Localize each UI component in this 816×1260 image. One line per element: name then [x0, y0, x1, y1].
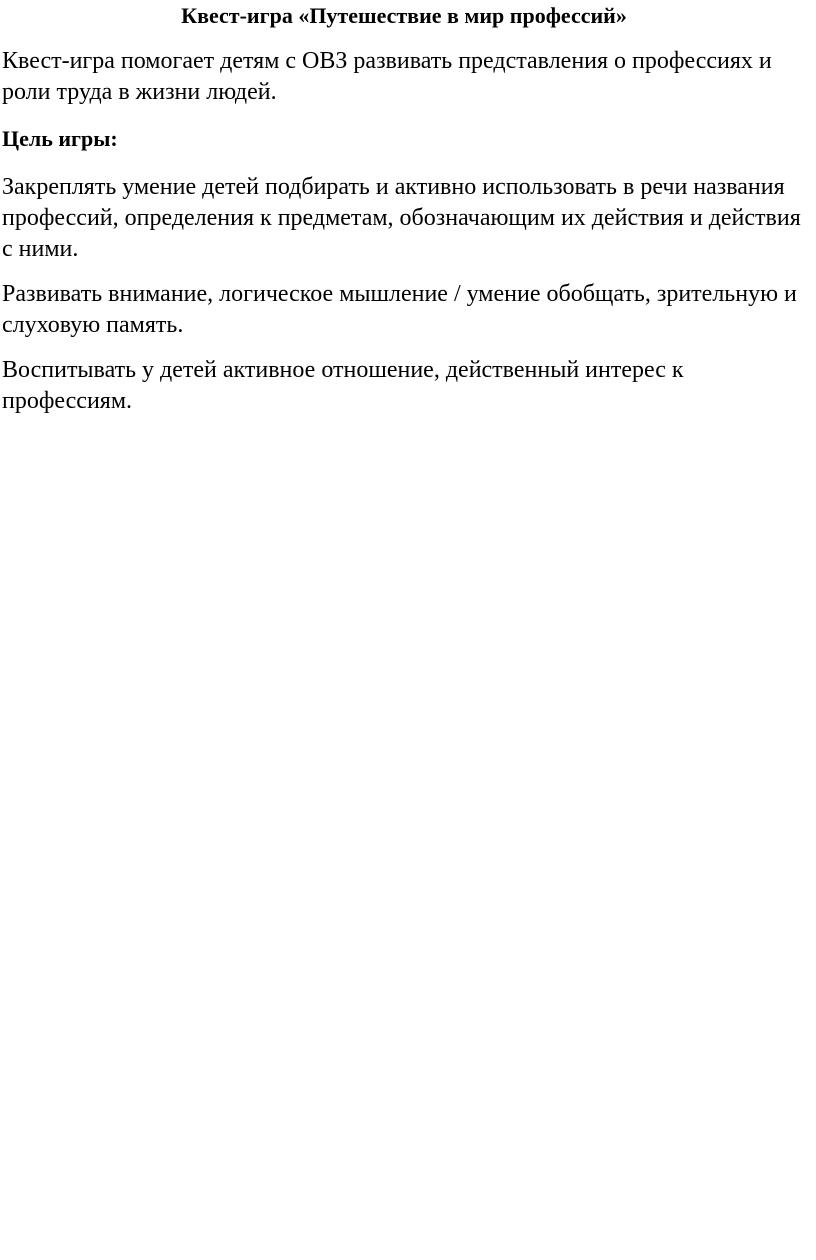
document-title: Квест-игра «Путешествие в мир профессий»	[181, 3, 627, 28]
goal-paragraph-1: Закреплять умение детей подбирать и активно использовать в речи названия профессий, определения к предметам, обозначающим их действия и действия с ними.	[2, 174, 801, 262]
goal-heading: Цель игры:	[2, 126, 118, 151]
goal-paragraph-2: Развивать внимание, логическое мышление / умение обобщать, зрительную и слуховую память.	[2, 281, 797, 338]
intro-paragraph: Квест-игра помогает детям с ОВЗ развивать представления о профессиях и роли труда в жизни людей.	[2, 48, 772, 105]
goal-paragraph-3: Воспитывать у детей активное отношение, действенный интерес к профессиям.	[2, 357, 684, 414]
